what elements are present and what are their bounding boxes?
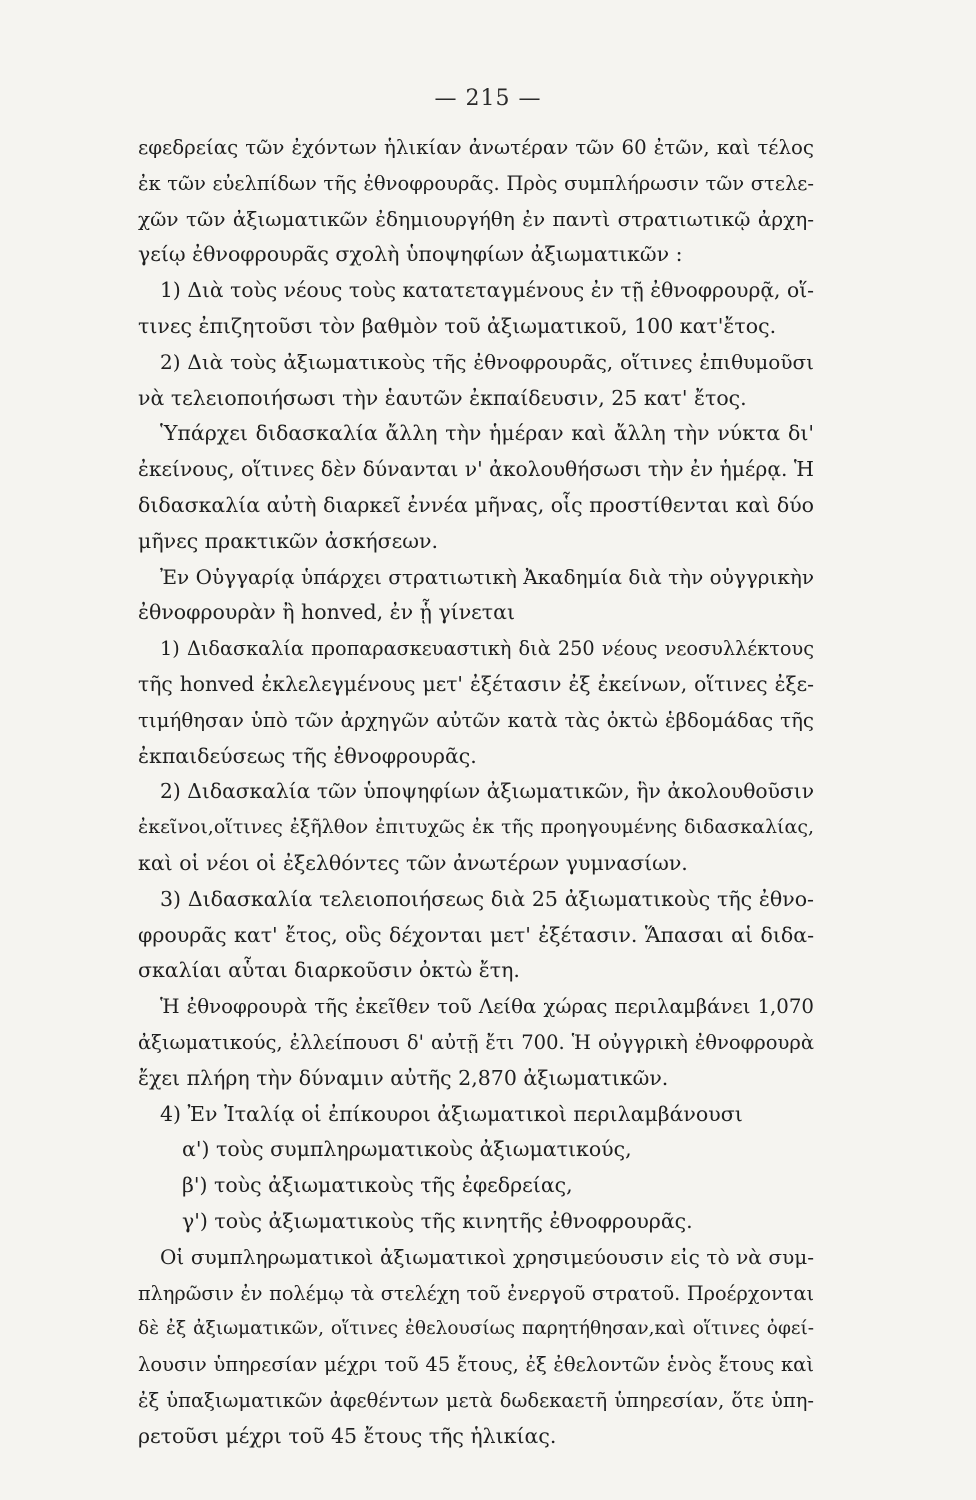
text-line: γ') τοὺς ἀξιωματικοὺς τῆς κινητῆς ἐθνοφρουρᾶς. [182,1208,693,1233]
text-line: ἐκείνους, οἵτινες δὲν δύνανται ν' ἀκολουθήσωσι τὴν ἐν ἡμέρᾳ. Ἡ [138,457,814,482]
text-line: Οἱ συμπληρωματικοὶ ἀξιωματικοὶ χρησιμεύουσιν εἰς τὸ νὰ συμ- [160,1244,814,1269]
text-line: ἐκεῖνοι,οἵτινες ἐξῆλθον ἐπιτυχῶς ἐκ τῆς προηγουμένης διδασκαλίας, [138,816,814,839]
text-line: δὲ ἐξ ἀξιωματικῶν, οἵτινες ἐθελουσίως παρητήθησαν,καὶ οἵτινες ὀφεί- [138,1318,814,1340]
text-line: ρετοῦσι μέχρι τοῦ 45 ἔτους τῆς ἡλικίας. [138,1423,557,1448]
text-line: ἐκ τῶν εὐελπίδων τῆς ἐθνοφρουρᾶς. Πρὸς συμπλήρωσιν τῶν στελε- [138,171,814,195]
text-line: ἀξιωματικούς, ἐλλείπουσι δ' αὐτῇ ἔτι 700. Ἡ οὐγγρικὴ ἐθνοφρουρὰ [138,1030,814,1054]
text-line: φρουρᾶς κατ' ἔτος, οὓς δέχονται μετ' ἐξέτασιν. Ἅπασαι αἱ διδα- [138,922,814,947]
body-text [138,130,814,1454]
text-line: χῶν τῶν ἀξιωματικῶν ἐδημιουργήθη ἐν παντὶ στρατιωτικῷ ἀρχη- [138,206,814,231]
text-line: καὶ οἱ νέοι οἱ ἐξελθόντες τῶν ἀνωτέρων γυμνασίων. [138,850,688,875]
text-line: τιμήθησαν ὑπὸ τῶν ἀρχηγῶν αὐτῶν κατὰ τὰς ὀκτὼ ἑβδομάδας τῆς [138,708,814,732]
text-line: β') τοὺς ἀξιωματικοὺς τῆς ἐφεδρείας, [182,1173,573,1198]
text-line: τῆς honved ἐκλελεγμένους μετ' ἐξέτασιν ἐξ ἐκείνων, οἵτινες ἐξε- [138,671,814,696]
text-line: 1) Διδασκαλία προπαρασκευαστικὴ διὰ 250 νέους νεοσυλλέκτους [160,637,814,661]
text-line: ἐκπαιδεύσεως τῆς ἐθνοφρουρᾶς. [138,743,477,768]
text-line: τινες ἐπιζητοῦσι τὸν βαθμὸν τοῦ ἀξιωματικοῦ, 100 κατ'ἔτος. [138,313,777,338]
text-line: εφεδρείας τῶν ἐχόντων ἡλικίαν ἀνωτέραν τῶν 60 ἐτῶν, καὶ τέλος [138,136,814,159]
text-line: λουσιν ὑπηρεσίαν μέχρι τοῦ 45 ἔτους, ἐξ ἐθελοντῶν ἑνὸς ἔτους καὶ [138,1353,814,1377]
page-number: — 215 — [434,86,542,111]
text-line: ἐξ ὑπαξιωματικῶν ἀφεθέντων μετὰ δωδεκαετῆ ὑπηρεσίαν, ὅτε ὑπη- [138,1388,814,1412]
text-line: α') τοὺς συμπληρωματικοὺς ἀξιωματικούς, [182,1137,632,1162]
text-line: 4) Ἐν Ἰταλίᾳ οἱ ἐπίκουροι ἀξιωματικοὶ περιλαμβάνουσι [160,1101,743,1126]
text-line: μῆνες πρακτικῶν ἀσκήσεων. [138,528,438,553]
text-line: διδασκαλία αὐτὴ διαρκεῖ ἐννέα μῆνας, οἷς προστίθενται καὶ δύο [138,492,814,517]
text-line: ἔχει πλήρη τὴν δύναμιν αὐτῆς 2,870 ἀξιωματικῶν. [138,1065,669,1090]
text-line: Ὑπάρχει διδασκαλία ἄλλη τὴν ἡμέραν καὶ ἄλλη τὴν νύκτα δι' [160,421,814,446]
text-line: 1) Διὰ τοὺς νέους τοὺς κατατεταγμένους ἐν τῇ ἐθνοφρουρᾷ, οἵ- [160,278,814,303]
text-line: πληρῶσιν ἐν πολέμῳ τὰ στελέχη τοῦ ἐνεργοῦ στρατοῦ. Προέρχονται [138,1281,814,1305]
text-line: Ἡ ἐθνοφρουρὰ τῆς ἐκεῖθεν τοῦ Λείθα χώρας περιλαμβάνει 1,070 [160,995,814,1019]
text-line: 3) Διδασκαλία τελειοποιήσεως διὰ 25 ἀξιωματικοὺς τῆς ἐθνο- [160,886,814,911]
text-line: σκαλίαι αὗται διαρκοῦσιν ὀκτὼ ἔτη. [138,958,520,983]
text-line: Ἐν Οὑγγαρίᾳ ὑπάρχει στρατιωτικὴ Ἀκαδημία διὰ τὴν οὐγγρικὴν [160,564,815,589]
text-line: 2) Διδασκαλία τῶν ὑποψηφίων ἀξιωματικῶν, ἣν ἀκολουθοῦσιν [160,779,814,804]
text-line: 2) Διὰ τοὺς ἀξιωματικοὺς τῆς ἐθνοφρουρᾶς, οἵτινες ἐπιθυμοῦσι [160,349,814,374]
text-line: νὰ τελειοποιήσωσι τὴν ἑαυτῶν ἐκπαίδευσιν, 25 κατ' ἔτος. [138,385,747,410]
text-line: ἐθνοφρουρὰν ἢ honved, ἐν ᾗ γίνεται [138,600,516,625]
text-line: γείῳ ἐθνοφρουρᾶς σχολὴ ὑποψηφίων ἀξιωματικῶν : [138,242,683,267]
